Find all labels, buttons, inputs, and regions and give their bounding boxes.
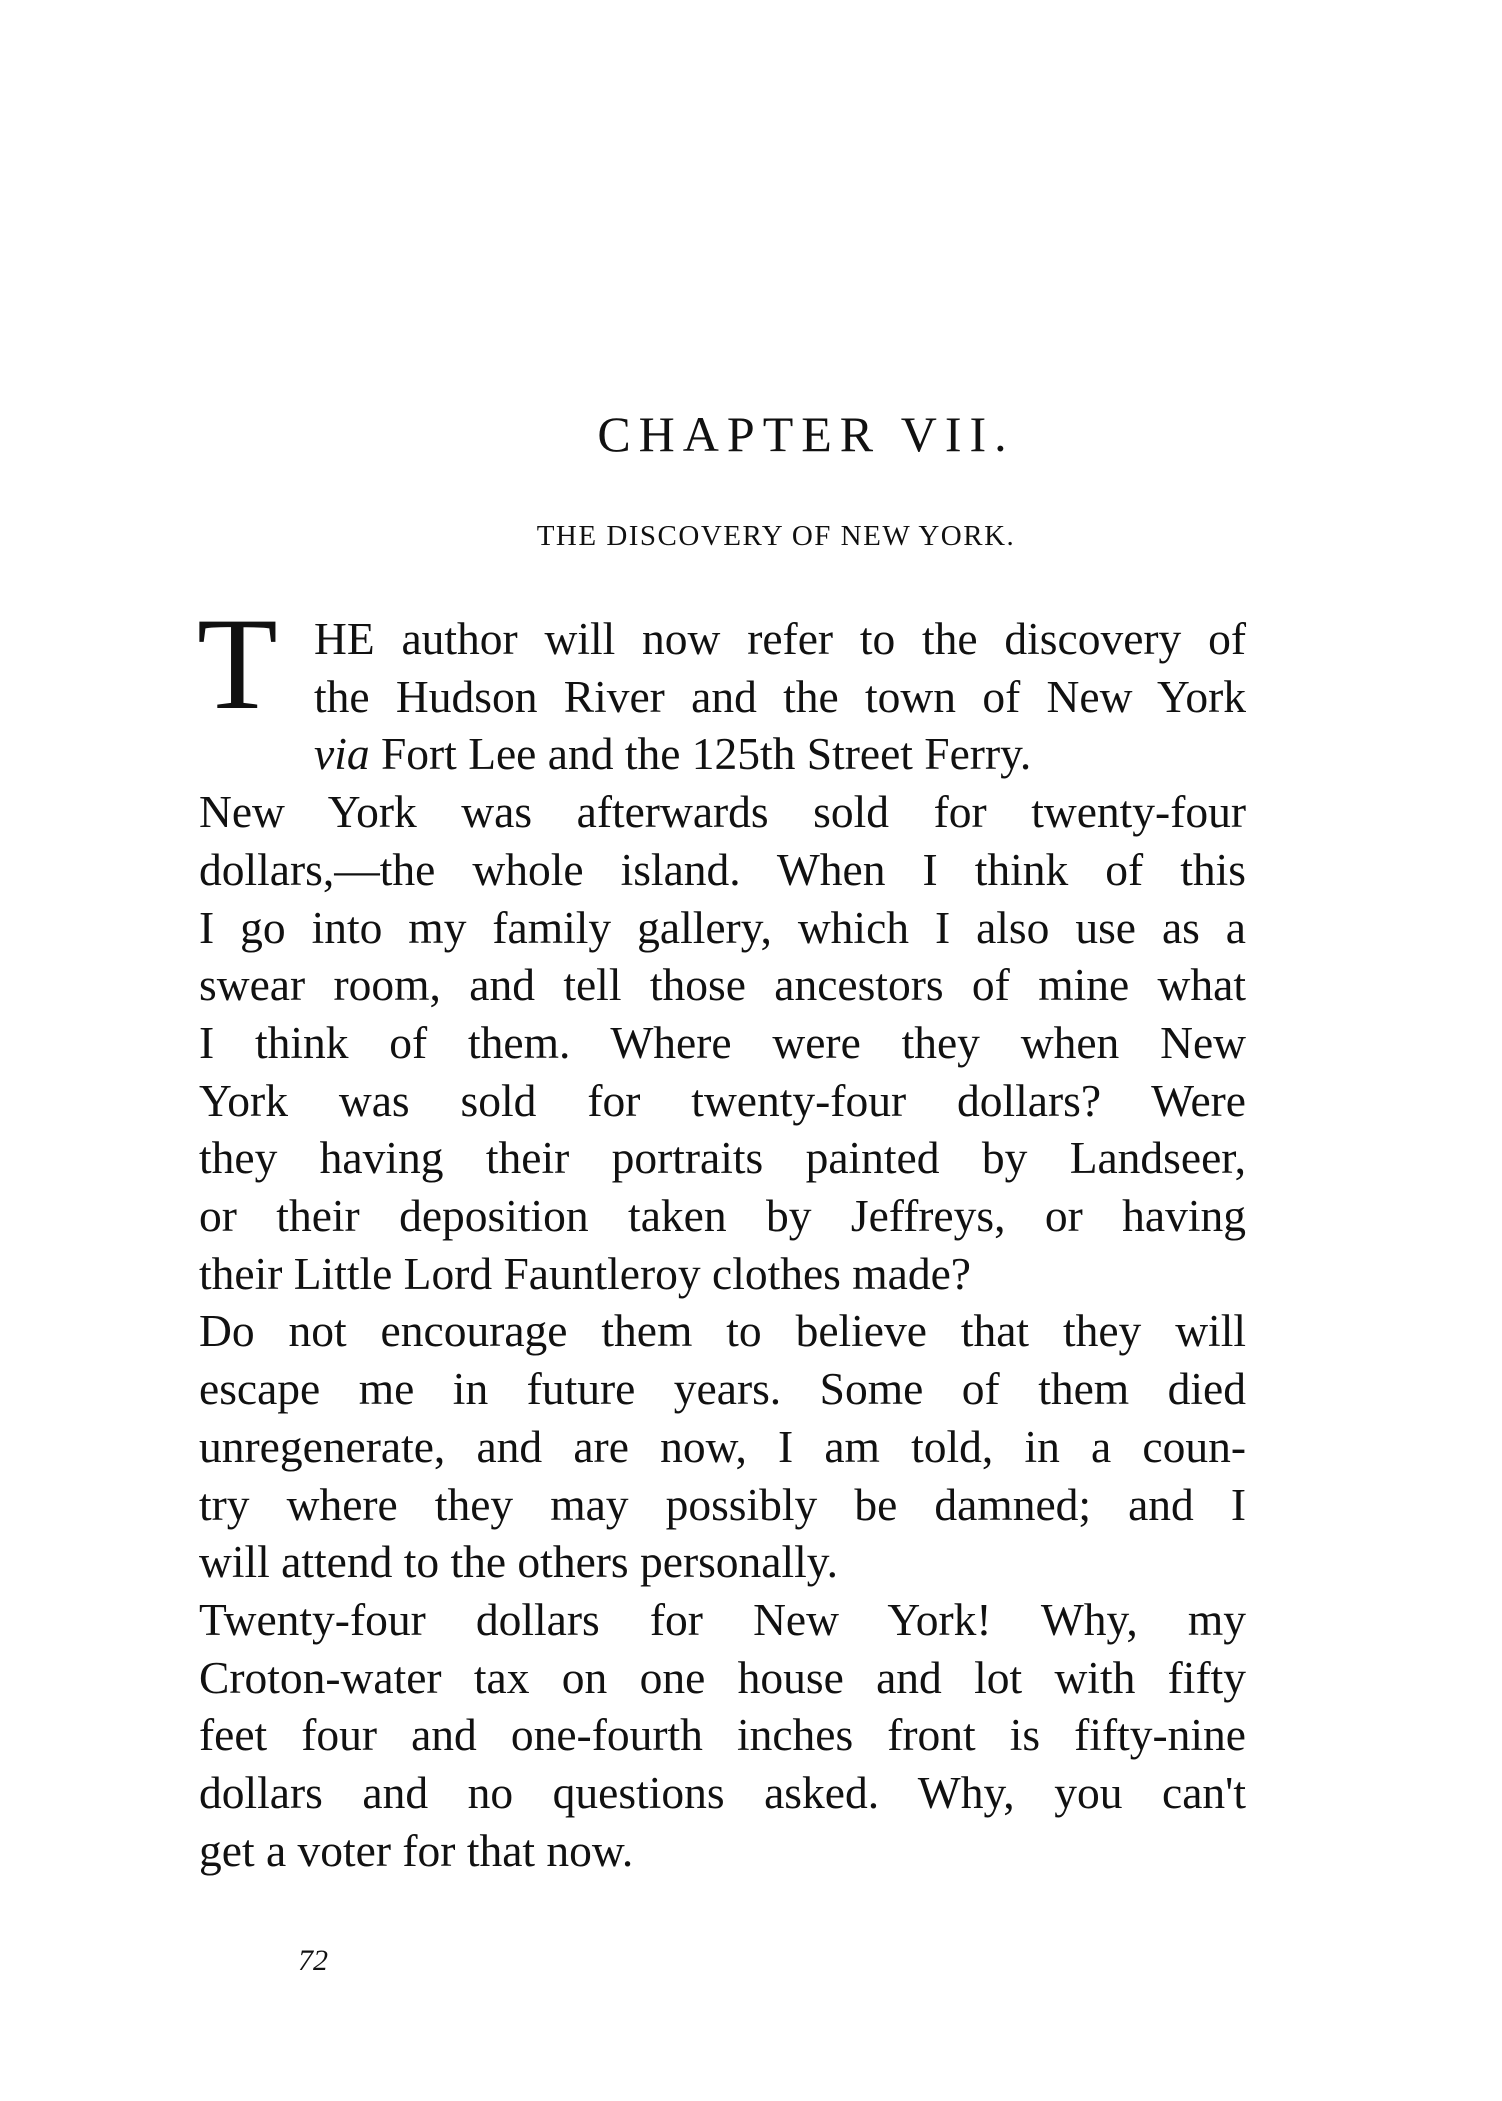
- paragraph-line: they having their portraits painted by Landseer,: [199, 1132, 1246, 1184]
- paragraph-line: [314, 725, 1246, 783]
- paragraph-line: or their deposition taken by Jeffreys, or having: [199, 1190, 1246, 1242]
- paragraph-line: escape me in future years. Some of them died: [199, 1363, 1246, 1415]
- paragraph-line: dollars and no questions asked. Why, you can't: [199, 1767, 1246, 1819]
- paragraph-2: [199, 783, 1246, 1302]
- paragraph-3: [199, 1302, 1246, 1591]
- paragraph-line: I think of them. Where were they when New: [199, 1016, 1246, 1068]
- paragraph-line: try where they may possibly be damned; and I: [199, 1478, 1246, 1530]
- paragraph-line: York was sold for twenty-four dollars? Were: [199, 1074, 1246, 1126]
- paragraph-line: swear room, and tell those ancestors of mine what: [199, 959, 1246, 1011]
- paragraph-1: [197, 590, 1246, 783]
- paragraph-line: feet four and one-fourth inches front is fifty-nine: [199, 1709, 1246, 1761]
- paragraph-line: Croton-water tax on one house and lot with fifty: [199, 1651, 1246, 1703]
- paragraph-line: New York was afterwards sold for twenty-four: [199, 786, 1246, 838]
- paragraph-4: [199, 1591, 1246, 1880]
- paragraph-line: the Hudson River and the town of New York: [314, 670, 1246, 722]
- paragraph-line: Do not encourage them to believe that they will: [199, 1305, 1246, 1357]
- paragraph-line: Twenty-four dollars for New York! Why, my: [199, 1593, 1246, 1645]
- paragraph-line: their Little Lord Fauntleroy clothes made?: [199, 1247, 971, 1299]
- italic-word: via: [314, 728, 370, 780]
- page-number: 72: [298, 1944, 328, 1977]
- paragraph-line: get a voter for that now.: [199, 1824, 634, 1876]
- chapter-subtitle: THE DISCOVERY OF NEW YORK.: [536, 520, 1016, 552]
- drop-cap: T: [197, 590, 278, 737]
- body-text: [197, 590, 1246, 1879]
- chapter-title: CHAPTER VII.: [597, 406, 1015, 462]
- paragraph-line: unregenerate, and are now, I am told, in a coun-: [199, 1420, 1246, 1472]
- paragraph-line: dollars,—the whole island. When I think of this: [199, 843, 1246, 895]
- line-rest: Fort Lee and the 125th Street Ferry.: [369, 728, 1032, 780]
- paragraph-line: I go into my family gallery, which I also use as a: [199, 901, 1246, 953]
- paragraph-line: HE author will now refer to the discovery of: [314, 613, 1246, 664]
- paragraph-line: will attend to the others personally.: [199, 1536, 838, 1588]
